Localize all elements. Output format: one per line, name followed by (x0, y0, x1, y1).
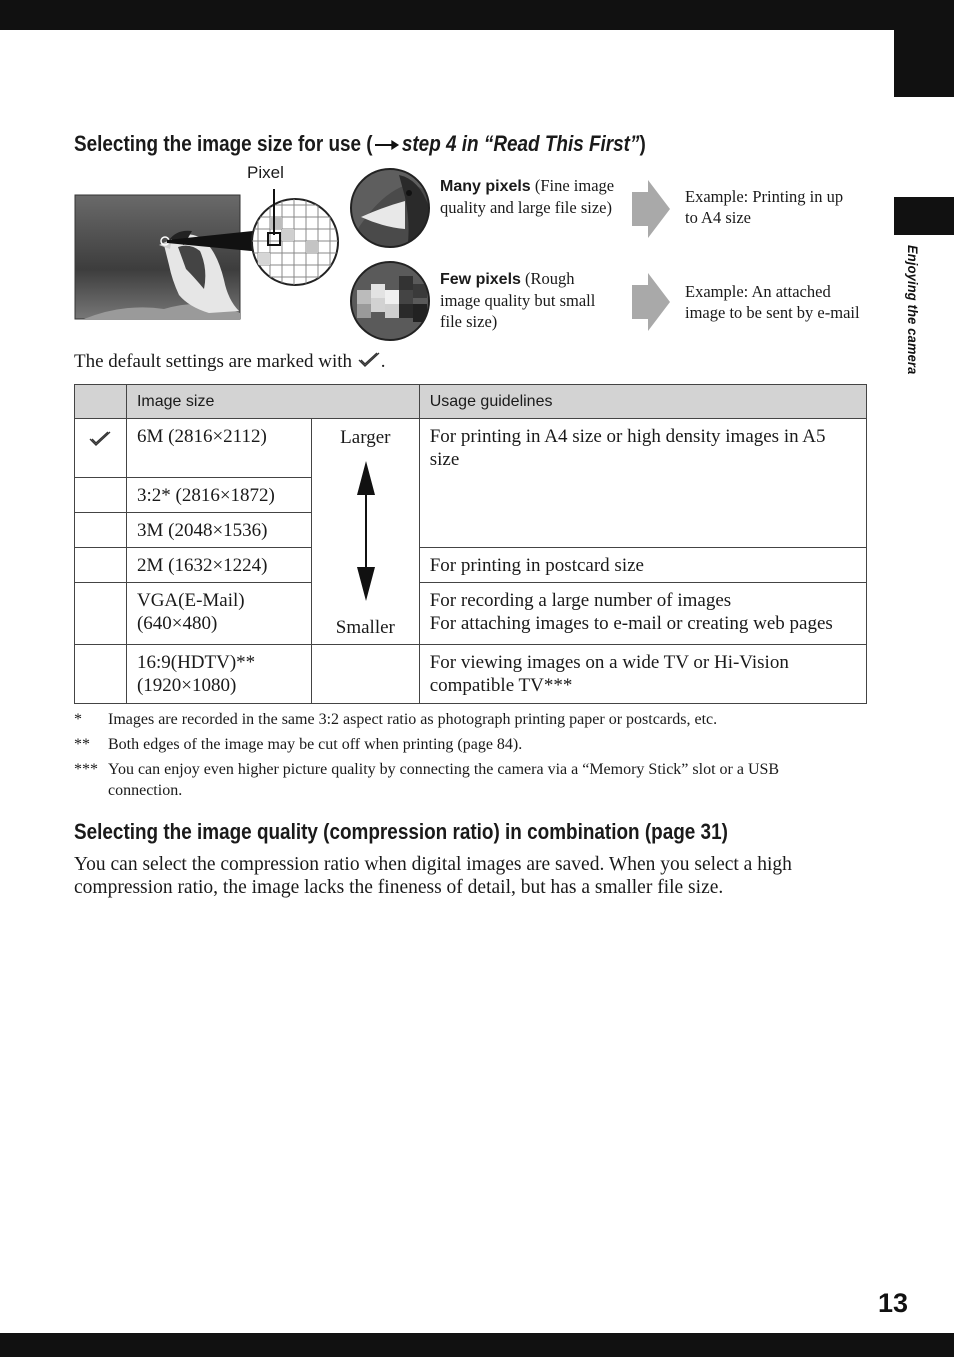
usage-line: For attaching images to e-mail or creating web pages (429, 613, 833, 634)
body-paragraph: You can select the compression ratio when digital images are saved. When you select a high compression ratio, the image lacks the fineness of detail, but has a smaller file size. (74, 854, 792, 898)
heading-prefix: Selecting the image size for use ( (74, 131, 373, 156)
arrow-right-icon (630, 271, 672, 333)
corner-tab (894, 30, 954, 97)
few-pixels-title: Few pixels (440, 271, 521, 288)
table-header-row (75, 385, 867, 419)
checkmark-icon (357, 351, 381, 369)
many-pixels-detail: (Fine image quality and large file size) (440, 176, 615, 217)
heading-image-size (74, 131, 646, 157)
bird-photo-illustration (74, 185, 344, 325)
size-cell (126, 583, 311, 645)
arrow-right-icon (374, 138, 400, 152)
double-arrow-icon (355, 461, 377, 601)
few-pixels-zoom-icon (349, 260, 431, 342)
table-row (75, 548, 867, 583)
footnote-text: Images are recorded in the same 3:2 aspect ratio as photograph printing paper or postcards, etc. (108, 711, 718, 728)
heading-image-quality: Selecting the image quality (compression ratio) in combination (page 31) (74, 819, 728, 844)
size-line: (1920×1080) (136, 675, 237, 696)
size-line: 16:9(HDTV)** (136, 652, 256, 673)
page-number: 13 (877, 1288, 908, 1318)
scale-larger-label: Larger (340, 427, 391, 448)
size-cell (126, 645, 311, 704)
footnote-mark: ** (74, 736, 90, 753)
top-bar (0, 0, 954, 30)
default-check-cell (75, 419, 127, 478)
default-note-text: The default settings are marked with (74, 351, 353, 372)
header-usage: Usage guidelines (419, 385, 866, 419)
check-cell (75, 513, 127, 548)
size-cell: 3:2* (2816×1872) (126, 478, 311, 513)
heading-suffix: ) (639, 131, 646, 156)
scale-smaller-label: Smaller (335, 617, 395, 638)
few-pixels-description (440, 268, 615, 332)
size-line: (640×480) (136, 613, 218, 634)
size-cell: 2M (1632×1224) (126, 548, 311, 583)
pixel-label: Pixel (247, 163, 284, 182)
heading-ref: step 4 in “Read This First” (401, 131, 640, 156)
table-row (75, 583, 867, 645)
example-many-pixels: Example: Printing in up to A4 size (685, 187, 844, 227)
usage-cell: For viewing images on a wide TV or Hi-Vision compatible TV*** (419, 645, 866, 704)
footnote-text: You can enjoy even higher picture quality by connecting the camera via a “Memory Stick” slot or a USB connection. (108, 761, 780, 799)
many-pixels-title: Many pixels (440, 178, 531, 195)
check-cell (75, 645, 127, 704)
many-pixels-description (440, 175, 615, 218)
many-pixels-zoom-icon (349, 167, 431, 249)
scale-empty-cell (311, 645, 419, 704)
usage-cell: For printing in A4 size or high density images in A5 size (419, 419, 866, 548)
size-cell: 6M (2816×2112) (126, 419, 311, 478)
checkmark-icon (88, 430, 112, 448)
table-row (75, 419, 867, 478)
bottom-bar (0, 1333, 954, 1357)
check-cell (75, 583, 127, 645)
arrow-right-icon (630, 178, 672, 240)
check-cell (75, 548, 127, 583)
image-size-table (74, 384, 867, 704)
footnote-mark: *** (74, 761, 98, 778)
example-few-pixels: Example: An attached image to be sent by e-mail (685, 282, 860, 322)
section-label: Enjoying the camera (905, 245, 921, 375)
section-tab (894, 197, 954, 235)
footnote-text: Both edges of the image may be cut off when printing (page 84). (108, 736, 523, 753)
footnote-mark: * (74, 711, 82, 728)
size-scale-cell (311, 419, 419, 645)
size-line: VGA(E-Mail) (136, 590, 245, 611)
check-cell (75, 478, 127, 513)
default-note: The default settings are marked with . (74, 351, 386, 372)
header-image-size: Image size (126, 385, 419, 419)
usage-cell (419, 583, 866, 645)
table-row (75, 645, 867, 704)
few-pixels-detail: (Rough image quality but small file size) (440, 269, 596, 331)
size-cell: 3M (2048×1536) (126, 513, 311, 548)
usage-line: For recording a large number of images (429, 590, 732, 611)
usage-cell: For printing in postcard size (419, 548, 866, 583)
header-check-col (75, 385, 127, 419)
